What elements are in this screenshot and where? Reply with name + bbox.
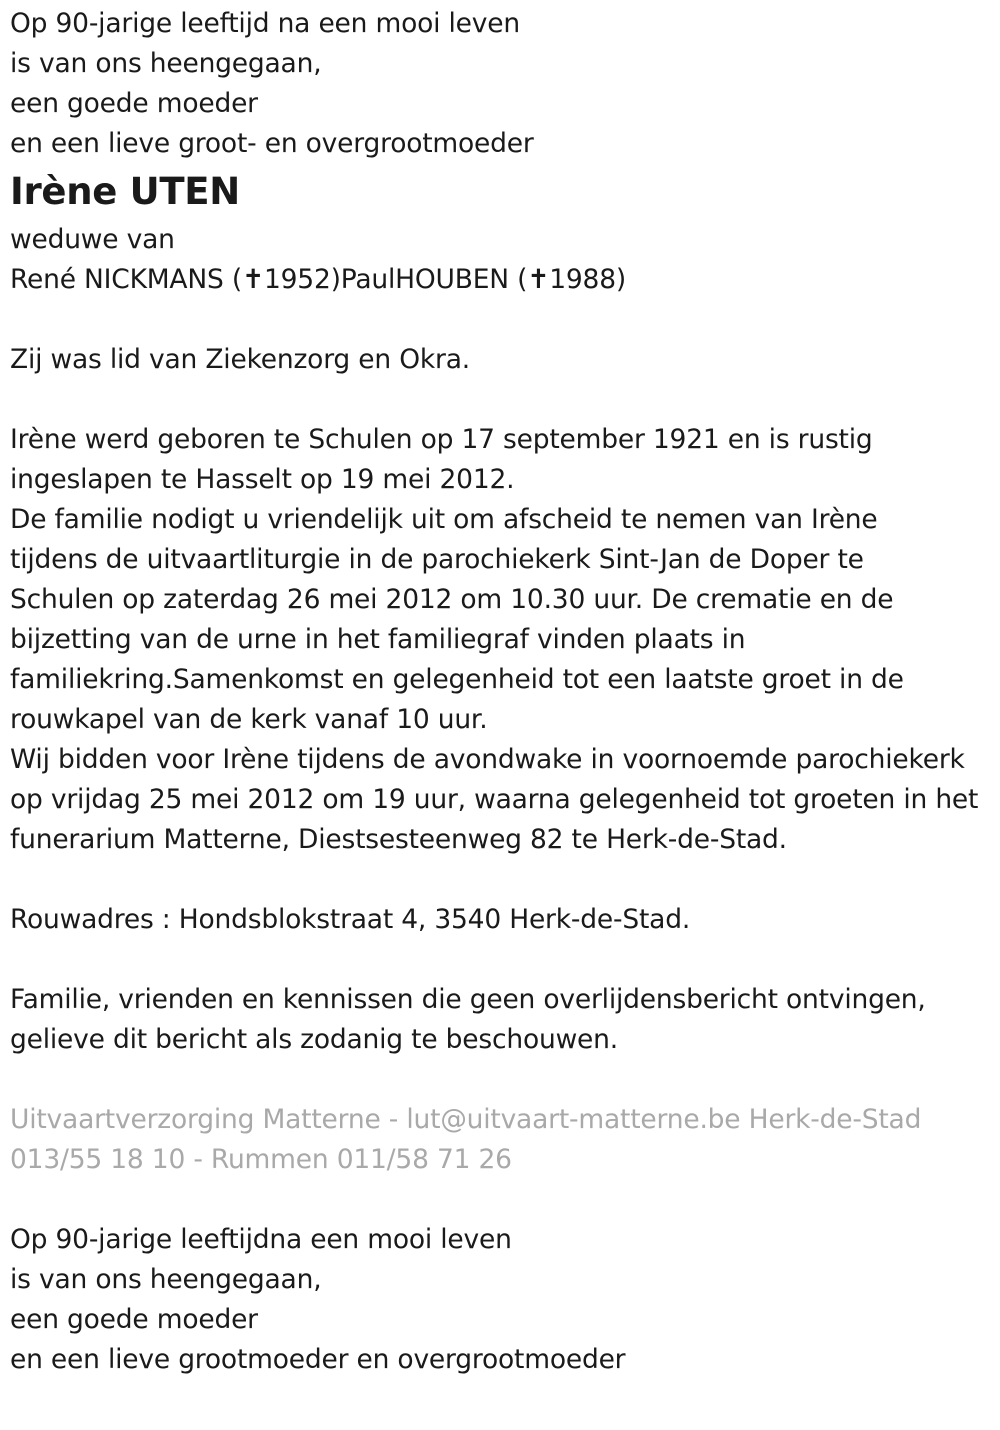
spacer bbox=[10, 1180, 995, 1220]
intro-line: is van ons heengegaan, bbox=[10, 48, 322, 79]
spacer bbox=[10, 300, 995, 340]
outro-verse bbox=[10, 1220, 995, 1380]
body-text bbox=[10, 420, 995, 860]
spouse-line: René NICKMANS (✝1952)PaulHOUBEN (✝1988) bbox=[10, 264, 627, 295]
body-line: ingeslapen te Hasselt op 19 mei 2012. bbox=[10, 464, 515, 495]
body-line: tijdens de uitvaartliturgie in de parochiekerk Sint-Jan de Doper te bbox=[10, 544, 864, 575]
mourning-address: Rouwadres : Hondsblokstraat 4, 3540 Herk-de-Stad. bbox=[10, 904, 691, 935]
undertaker-info bbox=[10, 1100, 995, 1180]
body-line: funerarium Matterne, Diestsesteenweg 82 te Herk-de-Stad. bbox=[10, 824, 787, 855]
body-line: Wij bidden voor Irène tijdens de avondwake in voornoemde parochiekerk bbox=[10, 744, 965, 775]
intro-line: een goede moeder bbox=[10, 88, 258, 119]
body-line: rouwkapel van de kerk vanaf 10 uur. bbox=[10, 704, 488, 735]
notice-line: gelieve dit bericht als zodanig te beschouwen. bbox=[10, 1024, 618, 1055]
body-line: bijzetting van de urne in het familiegraf vinden plaats in bbox=[10, 624, 746, 655]
undertaker-line: 013/55 18 10 - Rummen 011/58 71 26 bbox=[10, 1144, 512, 1175]
body-line: op vrijdag 25 mei 2012 om 19 uur, waarna gelegenheid tot groeten in het bbox=[10, 784, 979, 815]
intro-line: en een lieve groot- en overgrootmoeder bbox=[10, 128, 534, 159]
spouse-line: weduwe van bbox=[10, 224, 175, 255]
spacer bbox=[10, 940, 995, 980]
spacer bbox=[10, 380, 995, 420]
intro-verse bbox=[10, 4, 995, 164]
outro-line: Op 90-jarige leeftijdna een mooi leven bbox=[10, 1224, 512, 1255]
body-line: Schulen op zaterdag 26 mei 2012 om 10.30 uur. De crematie en de bbox=[10, 584, 894, 615]
spacer bbox=[10, 1060, 995, 1100]
notice-text bbox=[10, 980, 995, 1060]
spacer bbox=[10, 860, 995, 900]
body-line: Irène werd geboren te Schulen op 17 september 1921 en is rustig bbox=[10, 424, 873, 455]
deceased-name: Irène UTEN bbox=[10, 170, 240, 213]
membership-text: Zij was lid van Ziekenzorg en Okra. bbox=[10, 344, 470, 375]
outro-line: en een lieve grootmoeder en overgrootmoeder bbox=[10, 1344, 626, 1375]
notice-line: Familie, vrienden en kennissen die geen overlijdensbericht ontvingen, bbox=[10, 984, 926, 1015]
outro-line: een goede moeder bbox=[10, 1304, 258, 1335]
spouse-info bbox=[10, 220, 995, 300]
body-line: familiekring.Samenkomst en gelegenheid tot een laatste groet in de bbox=[10, 664, 904, 695]
obituary-notice bbox=[10, 4, 995, 1380]
body-line: De familie nodigt u vriendelijk uit om afscheid te nemen van Irène bbox=[10, 504, 878, 535]
undertaker-line: Uitvaartverzorging Matterne - lut@uitvaart-matterne.be Herk-de-Stad bbox=[10, 1104, 922, 1135]
intro-line: Op 90-jarige leeftijd na een mooi leven bbox=[10, 8, 520, 39]
outro-line: is van ons heengegaan, bbox=[10, 1264, 322, 1295]
